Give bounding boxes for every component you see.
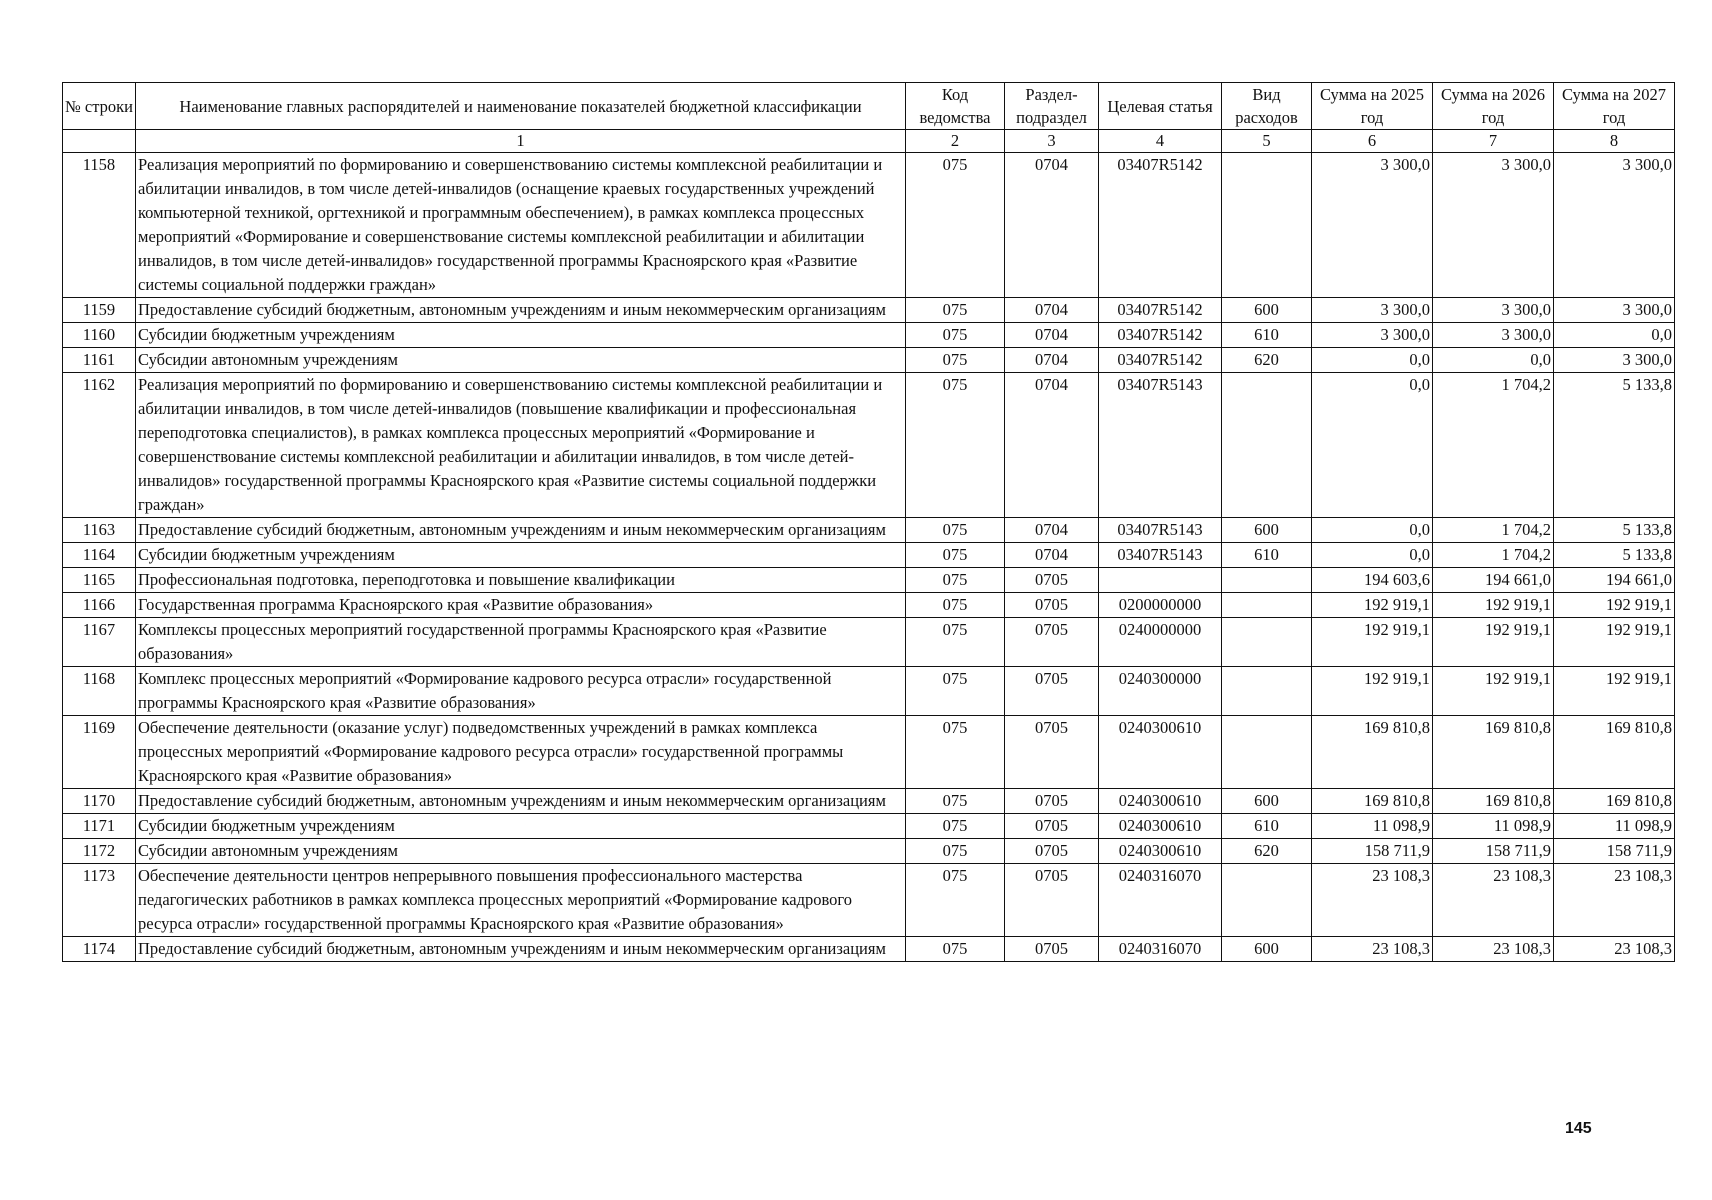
row-number: 1174 xyxy=(63,937,136,962)
table-row xyxy=(63,789,1675,814)
row-sum-2027: 11 098,9 xyxy=(1554,814,1675,839)
row-sum-2026: 194 661,0 xyxy=(1433,568,1554,593)
row-expense-type: 610 xyxy=(1222,814,1312,839)
row-number: 1170 xyxy=(63,789,136,814)
row-expense-type xyxy=(1222,568,1312,593)
header-row-number: № строки xyxy=(63,83,136,130)
row-sum-2025: 3 300,0 xyxy=(1312,153,1433,298)
row-department-code: 075 xyxy=(906,716,1005,789)
table-row xyxy=(63,937,1675,962)
row-target-article: 03407R5143 xyxy=(1099,373,1222,518)
row-name: Субсидии бюджетным учреждениям xyxy=(136,814,906,839)
row-department-code: 075 xyxy=(906,348,1005,373)
row-sum-2025: 169 810,8 xyxy=(1312,789,1433,814)
row-number: 1166 xyxy=(63,593,136,618)
row-department-code: 075 xyxy=(906,593,1005,618)
row-expense-type: 600 xyxy=(1222,937,1312,962)
row-expense-type xyxy=(1222,593,1312,618)
row-section: 0705 xyxy=(1005,593,1099,618)
row-sum-2027: 192 919,1 xyxy=(1554,618,1675,667)
header-section: Раздел-подраздел xyxy=(1005,83,1099,130)
row-name: Государственная программа Красноярского края «Развитие образования» xyxy=(136,593,906,618)
row-department-code: 075 xyxy=(906,814,1005,839)
row-sum-2026: 3 300,0 xyxy=(1433,153,1554,298)
row-number: 1172 xyxy=(63,839,136,864)
row-sum-2025: 11 098,9 xyxy=(1312,814,1433,839)
row-department-code: 075 xyxy=(906,373,1005,518)
row-target-article: 03407R5142 xyxy=(1099,298,1222,323)
row-sum-2027: 5 133,8 xyxy=(1554,373,1675,518)
row-department-code: 075 xyxy=(906,789,1005,814)
row-number: 1169 xyxy=(63,716,136,789)
row-sum-2026: 192 919,1 xyxy=(1433,593,1554,618)
row-department-code: 075 xyxy=(906,153,1005,298)
table-row xyxy=(63,667,1675,716)
row-sum-2026: 158 711,9 xyxy=(1433,839,1554,864)
row-name: Субсидии автономным учреждениям xyxy=(136,348,906,373)
table-row xyxy=(63,864,1675,937)
row-sum-2025: 192 919,1 xyxy=(1312,667,1433,716)
row-sum-2025: 0,0 xyxy=(1312,348,1433,373)
row-name: Обеспечение деятельности центров непрерывного повышения профессионального мастерства педагогических работников в рамках комплекса процессных мероприятий «Формирование кадрового ресурса отрасли» государственной программы Красноярского края «Развитие образования» xyxy=(136,864,906,937)
table-row xyxy=(63,593,1675,618)
row-sum-2026: 169 810,8 xyxy=(1433,716,1554,789)
row-sum-2027: 192 919,1 xyxy=(1554,667,1675,716)
row-number: 1165 xyxy=(63,568,136,593)
document-page xyxy=(62,82,1674,962)
column-number: 3 xyxy=(1005,130,1099,153)
row-target-article: 0240300610 xyxy=(1099,716,1222,789)
table-row xyxy=(63,618,1675,667)
row-sum-2027: 194 661,0 xyxy=(1554,568,1675,593)
budget-table xyxy=(62,82,1675,962)
row-sum-2026: 192 919,1 xyxy=(1433,618,1554,667)
row-target-article: 0240000000 xyxy=(1099,618,1222,667)
row-target-article: 0240300000 xyxy=(1099,667,1222,716)
row-name: Предоставление субсидий бюджетным, автономным учреждениям и иным некоммерческим организациям xyxy=(136,518,906,543)
row-name: Субсидии бюджетным учреждениям xyxy=(136,323,906,348)
row-target-article: 03407R5142 xyxy=(1099,323,1222,348)
row-sum-2027: 192 919,1 xyxy=(1554,593,1675,618)
row-department-code: 075 xyxy=(906,518,1005,543)
row-department-code: 075 xyxy=(906,937,1005,962)
row-sum-2027: 3 300,0 xyxy=(1554,348,1675,373)
row-department-code: 075 xyxy=(906,618,1005,667)
row-sum-2025: 0,0 xyxy=(1312,518,1433,543)
row-name: Профессиональная подготовка, переподготовка и повышение квалификации xyxy=(136,568,906,593)
table-row xyxy=(63,153,1675,298)
row-sum-2027: 3 300,0 xyxy=(1554,298,1675,323)
row-target-article: 0240316070 xyxy=(1099,937,1222,962)
row-sum-2026: 3 300,0 xyxy=(1433,323,1554,348)
table-row xyxy=(63,348,1675,373)
row-name: Обеспечение деятельности (оказание услуг) подведомственных учреждений в рамках комплекса процессных мероприятий «Формирование кадрового ресурса отрасли» государственной программы Красноярского края «Развитие образования» xyxy=(136,716,906,789)
row-sum-2025: 3 300,0 xyxy=(1312,298,1433,323)
row-section: 0704 xyxy=(1005,373,1099,518)
row-name: Предоставление субсидий бюджетным, автономным учреждениям и иным некоммерческим организациям xyxy=(136,937,906,962)
row-sum-2026: 23 108,3 xyxy=(1433,937,1554,962)
table-row xyxy=(63,323,1675,348)
row-sum-2025: 23 108,3 xyxy=(1312,937,1433,962)
row-sum-2026: 1 704,2 xyxy=(1433,543,1554,568)
row-sum-2026: 1 704,2 xyxy=(1433,373,1554,518)
row-expense-type: 620 xyxy=(1222,839,1312,864)
row-sum-2027: 23 108,3 xyxy=(1554,937,1675,962)
table-header xyxy=(63,83,1675,153)
row-sum-2026: 1 704,2 xyxy=(1433,518,1554,543)
row-number: 1168 xyxy=(63,667,136,716)
row-number: 1167 xyxy=(63,618,136,667)
row-name: Субсидии бюджетным учреждениям xyxy=(136,543,906,568)
table-row xyxy=(63,518,1675,543)
row-section: 0704 xyxy=(1005,323,1099,348)
row-sum-2025: 0,0 xyxy=(1312,543,1433,568)
row-sum-2027: 5 133,8 xyxy=(1554,518,1675,543)
row-sum-2027: 23 108,3 xyxy=(1554,864,1675,937)
row-target-article: 03407R5142 xyxy=(1099,153,1222,298)
row-section: 0705 xyxy=(1005,789,1099,814)
column-number: 2 xyxy=(906,130,1005,153)
row-sum-2026: 169 810,8 xyxy=(1433,789,1554,814)
column-number: 6 xyxy=(1312,130,1433,153)
row-section: 0705 xyxy=(1005,814,1099,839)
row-sum-2027: 5 133,8 xyxy=(1554,543,1675,568)
row-sum-2025: 3 300,0 xyxy=(1312,323,1433,348)
row-name: Реализация мероприятий по формированию и совершенствованию системы комплексной реабилитации и абилитации инвалидов, в том числе детей-инвалидов (оснащение краевых государственных учреждений компьютерной техникой, оргтехникой и программным обеспечением), в рамках комплекса процессных мероприятий «Формирование и совершенствование системы комплексной реабилитации и абилитации инвалидов, в том числе детей-инвалидов» государственной программы Красноярского края «Развитие системы социальной поддержки граждан» xyxy=(136,153,906,298)
row-sum-2025: 192 919,1 xyxy=(1312,593,1433,618)
column-number: 8 xyxy=(1554,130,1675,153)
column-number: 5 xyxy=(1222,130,1312,153)
header-sum-2025: Сумма на 2025 год xyxy=(1312,83,1433,130)
row-name: Предоставление субсидий бюджетным, автономным учреждениям и иным некоммерческим организациям xyxy=(136,789,906,814)
row-department-code: 075 xyxy=(906,323,1005,348)
row-name: Комплекс процессных мероприятий «Формирование кадрового ресурса отрасли» государственной программы Красноярского края «Развитие образования» xyxy=(136,667,906,716)
row-name: Субсидии автономным учреждениям xyxy=(136,839,906,864)
row-target-article: 0240300610 xyxy=(1099,839,1222,864)
table-row xyxy=(63,716,1675,789)
row-section: 0704 xyxy=(1005,298,1099,323)
table-row xyxy=(63,298,1675,323)
column-number xyxy=(63,130,136,153)
row-section: 0704 xyxy=(1005,153,1099,298)
column-number: 4 xyxy=(1099,130,1222,153)
table-row xyxy=(63,373,1675,518)
column-number-row xyxy=(63,130,1675,153)
row-sum-2026: 3 300,0 xyxy=(1433,298,1554,323)
table-row xyxy=(63,814,1675,839)
row-sum-2027: 158 711,9 xyxy=(1554,839,1675,864)
row-section: 0705 xyxy=(1005,618,1099,667)
row-sum-2026: 23 108,3 xyxy=(1433,864,1554,937)
row-number: 1163 xyxy=(63,518,136,543)
row-section: 0705 xyxy=(1005,937,1099,962)
row-target-article: 03407R5142 xyxy=(1099,348,1222,373)
row-target-article: 0240300610 xyxy=(1099,814,1222,839)
row-department-code: 075 xyxy=(906,864,1005,937)
row-sum-2026: 192 919,1 xyxy=(1433,667,1554,716)
header-sum-2026: Сумма на 2026 год xyxy=(1433,83,1554,130)
row-sum-2025: 194 603,6 xyxy=(1312,568,1433,593)
row-number: 1158 xyxy=(63,153,136,298)
row-expense-type: 600 xyxy=(1222,298,1312,323)
table-row xyxy=(63,839,1675,864)
row-sum-2025: 158 711,9 xyxy=(1312,839,1433,864)
row-department-code: 075 xyxy=(906,543,1005,568)
header-name: Наименование главных распорядителей и наименование показателей бюджетной классификации xyxy=(136,83,906,130)
row-number: 1164 xyxy=(63,543,136,568)
row-expense-type xyxy=(1222,153,1312,298)
row-target-article: 0240316070 xyxy=(1099,864,1222,937)
row-department-code: 075 xyxy=(906,568,1005,593)
row-section: 0704 xyxy=(1005,543,1099,568)
row-sum-2026: 0,0 xyxy=(1433,348,1554,373)
header-target-article: Целевая статья xyxy=(1099,83,1222,130)
row-sum-2027: 169 810,8 xyxy=(1554,716,1675,789)
row-expense-type: 600 xyxy=(1222,518,1312,543)
row-sum-2026: 11 098,9 xyxy=(1433,814,1554,839)
header-expense-type: Вид расходов xyxy=(1222,83,1312,130)
row-sum-2025: 192 919,1 xyxy=(1312,618,1433,667)
row-section: 0705 xyxy=(1005,864,1099,937)
header-row xyxy=(63,83,1675,130)
row-sum-2027: 0,0 xyxy=(1554,323,1675,348)
row-number: 1159 xyxy=(63,298,136,323)
row-target-article: 0200000000 xyxy=(1099,593,1222,618)
table-row xyxy=(63,568,1675,593)
header-sum-2027: Сумма на 2027 год xyxy=(1554,83,1675,130)
row-name: Предоставление субсидий бюджетным, автономным учреждениям и иным некоммерческим организациям xyxy=(136,298,906,323)
row-expense-type xyxy=(1222,716,1312,789)
column-number: 1 xyxy=(136,130,906,153)
row-expense-type: 610 xyxy=(1222,543,1312,568)
row-department-code: 075 xyxy=(906,839,1005,864)
row-section: 0705 xyxy=(1005,667,1099,716)
row-number: 1160 xyxy=(63,323,136,348)
row-sum-2027: 169 810,8 xyxy=(1554,789,1675,814)
table-row xyxy=(63,543,1675,568)
row-name: Реализация мероприятий по формированию и совершенствованию системы комплексной реабилитации и абилитации инвалидов, в том числе детей-инвалидов (повышение квалификации и профессиональная переподготовка специалистов), в рамках комплекса процессных мероприятий «Формирование и совершенствование системы комплексной реабилитации и абилитации инвалидов, в том числе детей-инвалидов» государственной программы Красноярского края «Развитие системы социальной поддержки граждан» xyxy=(136,373,906,518)
row-sum-2025: 23 108,3 xyxy=(1312,864,1433,937)
row-target-article: 03407R5143 xyxy=(1099,543,1222,568)
row-expense-type: 610 xyxy=(1222,323,1312,348)
row-expense-type xyxy=(1222,618,1312,667)
row-target-article: 03407R5143 xyxy=(1099,518,1222,543)
column-number: 7 xyxy=(1433,130,1554,153)
row-number: 1171 xyxy=(63,814,136,839)
row-sum-2025: 169 810,8 xyxy=(1312,716,1433,789)
row-name: Комплексы процессных мероприятий государственной программы Красноярского края «Развитие образования» xyxy=(136,618,906,667)
row-number: 1173 xyxy=(63,864,136,937)
row-number: 1161 xyxy=(63,348,136,373)
row-expense-type: 600 xyxy=(1222,789,1312,814)
header-department-code: Код ведомства xyxy=(906,83,1005,130)
row-expense-type xyxy=(1222,373,1312,518)
row-expense-type xyxy=(1222,667,1312,716)
row-section: 0705 xyxy=(1005,716,1099,789)
row-target-article xyxy=(1099,568,1222,593)
page-number: 145 xyxy=(1565,1120,1592,1137)
row-expense-type: 620 xyxy=(1222,348,1312,373)
row-expense-type xyxy=(1222,864,1312,937)
row-department-code: 075 xyxy=(906,667,1005,716)
row-sum-2027: 3 300,0 xyxy=(1554,153,1675,298)
row-section: 0705 xyxy=(1005,839,1099,864)
row-sum-2025: 0,0 xyxy=(1312,373,1433,518)
table-body xyxy=(63,153,1675,962)
row-section: 0704 xyxy=(1005,518,1099,543)
row-section: 0705 xyxy=(1005,568,1099,593)
row-number: 1162 xyxy=(63,373,136,518)
row-section: 0704 xyxy=(1005,348,1099,373)
row-department-code: 075 xyxy=(906,298,1005,323)
row-target-article: 0240300610 xyxy=(1099,789,1222,814)
